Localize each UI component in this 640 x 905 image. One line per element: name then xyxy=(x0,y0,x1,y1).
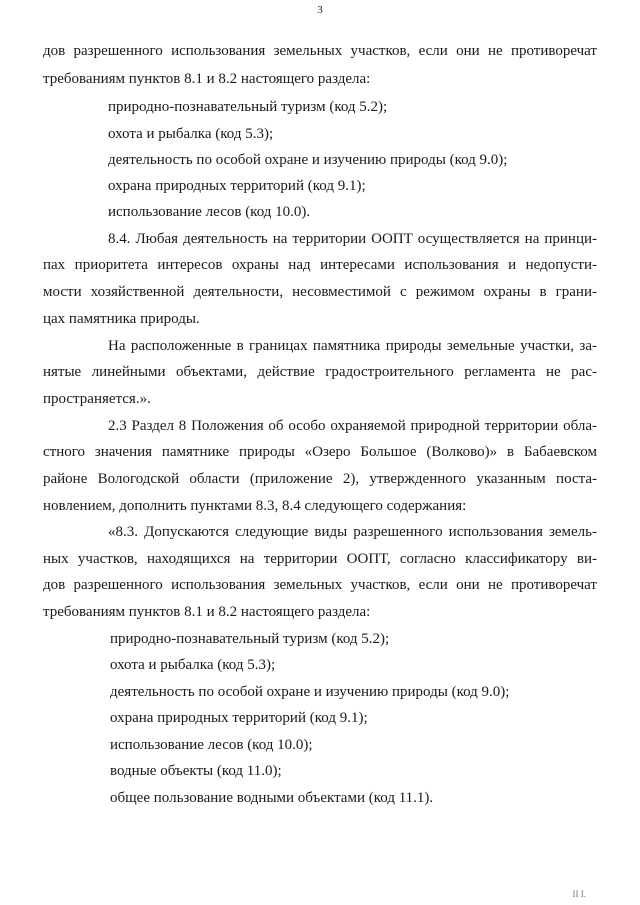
text-line: районе Вологодской области (приложение 2), утвержденного указанным поста- xyxy=(43,471,597,487)
scan-mark: II I. xyxy=(572,889,586,899)
text-line: мости хозяйственной деятельности, несовместимой с режимом охраны в грани- xyxy=(43,284,597,300)
list-item: охрана природных территорий (код 9.1); xyxy=(108,178,366,194)
list-item: общее пользование водными объектами (код 11.1). xyxy=(110,790,434,806)
text-line: На расположенные в границах памятника природы земельные участки, за- xyxy=(108,338,597,354)
text-line: новлением, дополнить пунктами 8.3, 8.4 следующего содержания: xyxy=(43,498,467,514)
text-line: требованиям пунктов 8.1 и 8.2 настоящего раздела: xyxy=(43,604,371,620)
list-item: деятельность по особой охране и изучению природы (код 9.0); xyxy=(110,684,510,700)
list-item: охота и рыбалка (код 5.3); xyxy=(110,657,276,673)
text-line: дов разрешенного использования земельных участков, если они не противоречат xyxy=(43,577,597,593)
list-item: деятельность по особой охране и изучению природы (код 9.0); xyxy=(108,152,508,168)
list-item: использование лесов (код 10.0). xyxy=(108,204,311,220)
list-item: использование лесов (код 10.0); xyxy=(110,737,313,753)
text-line: 2.3 Раздел 8 Положения об особо охраняемой природной территории обла- xyxy=(108,418,597,434)
text-line: пах приоритета интересов охраны над интересами использования и недопусти- xyxy=(43,257,597,273)
list-item: водные объекты (код 11.0); xyxy=(110,763,282,779)
text-line: цах памятника природы. xyxy=(43,311,200,327)
page-number: 3 xyxy=(317,4,323,16)
list-item: природно-познавательный туризм (код 5.2); xyxy=(110,631,390,647)
list-item: охота и рыбалка (код 5.3); xyxy=(108,126,274,142)
text-line: «8.3. Допускаются следующие виды разрешенного использования земель- xyxy=(108,524,597,540)
text-line: требованиям пунктов 8.1 и 8.2 настоящего раздела: xyxy=(43,71,371,87)
list-item: природно-познавательный туризм (код 5.2); xyxy=(108,99,388,115)
text-line: нятые линейными объектами, действие градостроительного регламента не рас- xyxy=(43,364,597,380)
text-line: пространяется.». xyxy=(43,391,151,407)
list-item: охрана природных территорий (код 9.1); xyxy=(110,710,368,726)
text-line: стного значения памятнике природы «Озеро Большое (Волково)» в Бабаевском xyxy=(43,444,597,460)
text-line: 8.4. Любая деятельность на территории ООПТ осуществляется на принци- xyxy=(108,231,597,247)
text-line: дов разрешенного использования земельных участков, если они не противоречат xyxy=(43,43,597,59)
text-line: ных участков, находящихся на территории ООПТ, согласно классификатору ви- xyxy=(43,551,597,567)
